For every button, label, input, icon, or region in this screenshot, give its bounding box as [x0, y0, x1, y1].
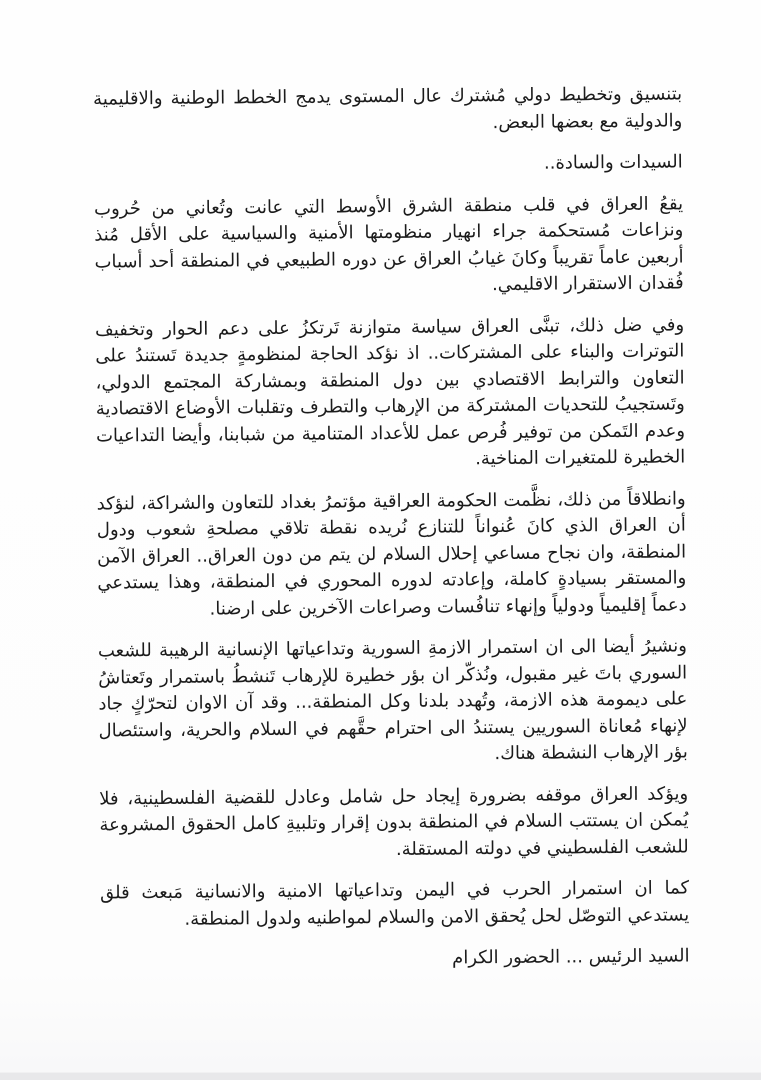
- document-text-block: [93, 81, 690, 990]
- salutation-line: السيدات والسادة..: [543, 151, 683, 174]
- scan-bottom-edge: [0, 1072, 761, 1080]
- paragraph-yemen-war: كما ان استمرار الحرب في اليمن وتداعياتها الامنية والانسانية مَبعث قلق يستدعي التوصّل لحل يُحقق الامن والسلام لمواطنيه ولدول المنطقة.: [99, 877, 690, 930]
- paragraph-syrian-crisis: ونشيرُ أيضا الى ان استمرار الازمةِ السورية وتداعياتها الإنسانية الرهيبة للشعب السوري باتَ غير مقبول، ونُذكّر ان بؤر خطيرة للإرهاب تَنشطُ باستمرار وتَعتاشُ على ديمومة هذه الازمة، وتُهدد بلدنا وكل المنطقة... وقد آن الاوان لتحرّكٍ جاد لإنهاء مُعاناة السوريين يستندُ الى احترام حقَّهم في السلام والحرية، واستئصال بؤر الإرهاب النشطة هناك.: [97, 635, 688, 765]
- closing-address-line: السيد الرئيس ... الحضور الكرام: [452, 945, 690, 969]
- paragraph-continuation: بتنسيق وتخطيط دولي مُشترك عال المستوى يدمج الخطط الوطنية والاقليمية والدولية مع بعضها البعض.: [93, 83, 683, 133]
- paragraph-baghdad-conference: وانطلاقاً من ذلك، نظَّمت الحكومة العراقية مؤتمرُ بغداد للتعاون والشراكة، لنؤكد أن العراق الذي كانَ عُنواناً للتنازع نُريده نقطة تلاقي مصلحةِ شعوب ودول المنطقة، وان نجاح مساعي إحلال السلام لن يتم من دون العراق.. العراق الآمن والمستقر بسيادةٍ كاملة، وإعادته لدوره المحوري في المنطقة، وهذا يستدعي دعماً إقليمياً ودولياً وإنهاء تنافُسات وصراعات الآخرين على ارضنا.: [96, 487, 687, 620]
- paragraph-balanced-policy: وفي ضل ذلك، تبنَّى العراق سياسة متوازنة تَرتكزُ على دعم الحوار وتخفيف التوترات والبناء على المشتركات.. اذ نؤكد الحاجة لمنظومةٍ جديدة تَستندُ على التعاون والترابط الاقتصادي بين دول المنطقة وبمشاركة المجتمع الدولي، وتَستجيبُ للتحديات المشتركة من الإرهاب والتطرف وتقلبات الأوضاع الاقتصادية وعدم التَمكن من توفير فُرص عمل للأعداد المتنامية من شبابنا، وأيضا التداعيات الخطيرة للمتغيرات المناخية.: [95, 313, 686, 470]
- paragraph-iraq-region: يقعُ العراق في قلب منطقة الشرق الأوسط التي عانت وتُعاني من حُروب ونزاعات مُستحكمة جراء انهيار منظومتها الأمنية والسياسية على الأقل مُنذ أربعين عاماً تقريباً وكانَ غيابُ العراق عن دوره الطبيعي في المنطقة أحد أسباب فُقدان الاستقرار الاقليمي.: [93, 192, 684, 296]
- paragraph-palestinian-cause: ويؤكد العراق موقفه بضرورة إيجاد حل شامل وعادل للقضية الفلسطينية، فلا يُمكن ان يستتب السلام في المنطقة بدون إقرار وتلبيةِ كامل الحقوق المشروعة للشعب الفلسطيني في دولته المستقلة.: [99, 782, 689, 860]
